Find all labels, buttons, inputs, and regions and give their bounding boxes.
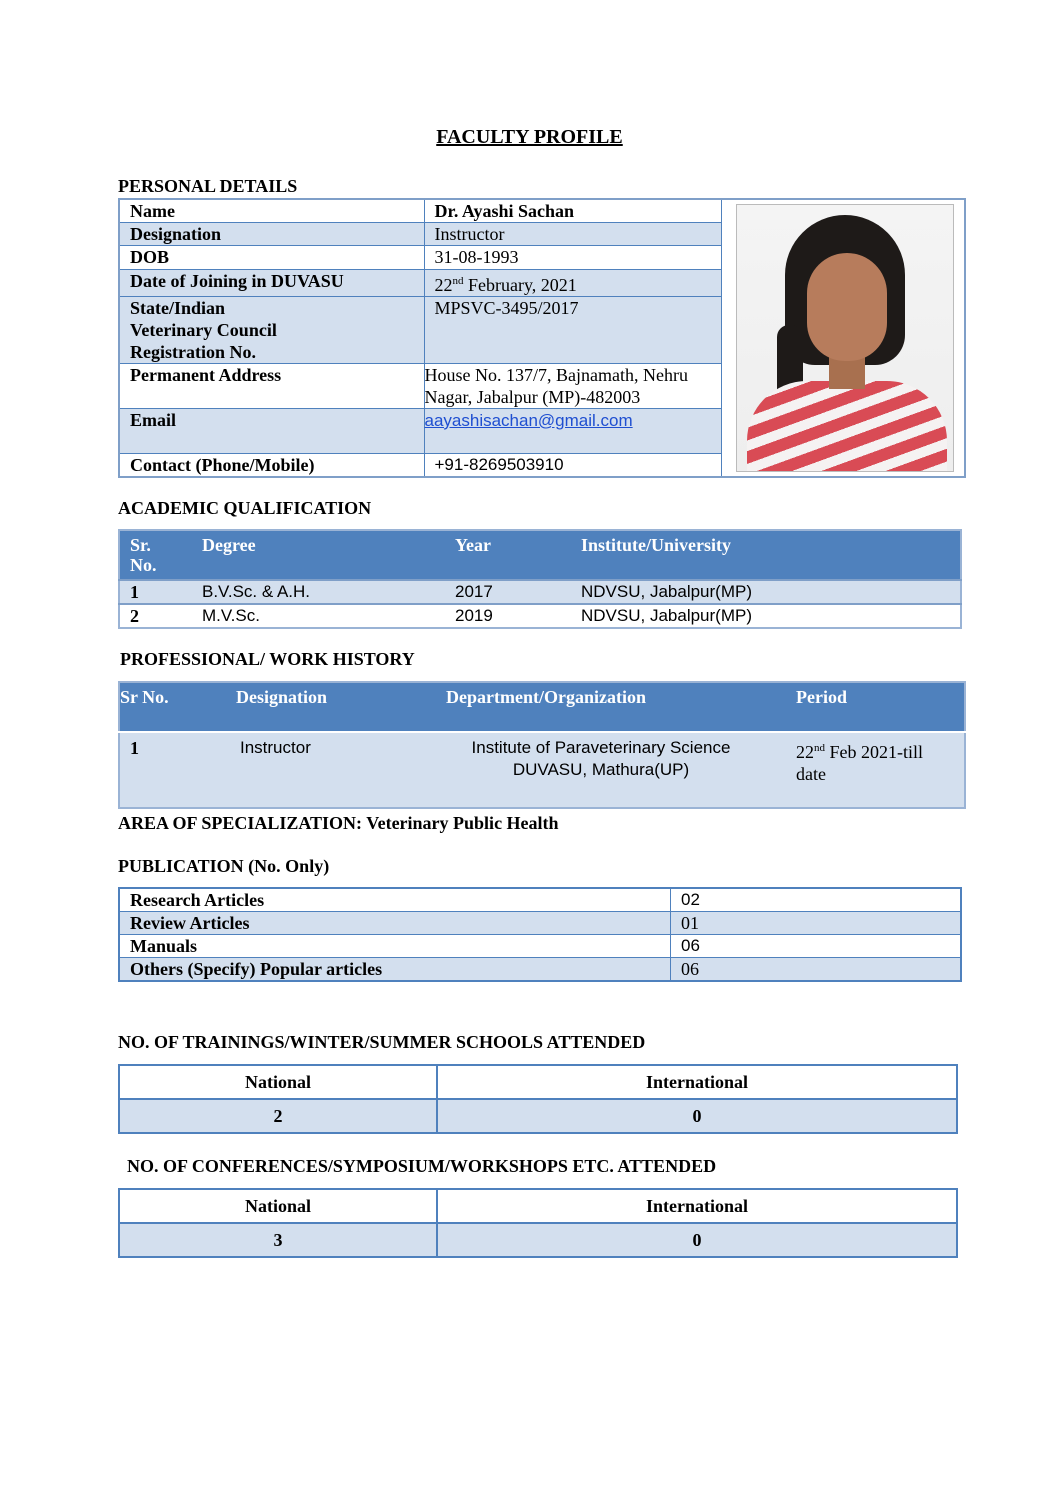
col-organization: Department/Organization — [446, 682, 796, 732]
col-designation: Designation — [236, 682, 446, 732]
table-row: Manuals 06 — [119, 935, 961, 958]
conferences-international-value: 0 — [437, 1223, 957, 1257]
table-row: 2 M.V.Sc. 2019 NDVSU, Jabalpur(MP) — [119, 604, 961, 628]
conferences-table — [118, 1188, 958, 1258]
contact-value: +91-8269503910 — [424, 453, 722, 477]
personal-details-table — [118, 198, 966, 478]
academic-table — [118, 529, 962, 629]
address-label: Permanent Address — [119, 363, 424, 408]
designation-label: Designation — [119, 223, 424, 246]
specialization — [118, 813, 559, 834]
dob-label: DOB — [119, 246, 424, 269]
table-row: Review Articles 01 — [119, 912, 961, 935]
publication-heading: PUBLICATION (No. Only) — [118, 856, 330, 876]
registration-value: MPSVC-3495/2017 — [424, 296, 722, 363]
trainings-heading: NO. OF TRAININGS/WINTER/SUMMER SCHOOLS ATTENDED — [118, 1032, 646, 1052]
email-link[interactable]: aayashisachan@gmail.com — [424, 410, 633, 430]
conferences-national-label: National — [119, 1189, 437, 1223]
col-institute: Institute/University — [571, 530, 961, 580]
joining-value: 22nd February, 2021 — [424, 269, 722, 296]
trainings-national-label: National — [119, 1065, 437, 1099]
page-title: FACULTY PROFILE — [436, 126, 623, 148]
trainings-national-value: 2 — [119, 1099, 437, 1133]
specialization-value: Veterinary Public Health — [366, 813, 559, 833]
personal-details-heading: PERSONAL DETAILS — [118, 176, 298, 196]
academic-heading: ACADEMIC QUALIFICATION — [118, 498, 372, 518]
publication-table — [118, 887, 962, 982]
name-label: Name — [119, 199, 424, 223]
registration-label: State/Indian Veterinary Council Registration No. — [119, 296, 424, 363]
col-sr-no: Sr No. — [119, 682, 236, 732]
col-year: Year — [445, 530, 571, 580]
contact-label: Contact (Phone/Mobile) — [119, 453, 424, 477]
col-period: Period — [796, 682, 965, 732]
table-row: 1 Instructor Institute of Paraveterinary Science DUVASU, Mathura(UP) 22nd Feb 2021-till date — [119, 732, 965, 808]
conferences-international-label: International — [437, 1189, 957, 1223]
email-cell — [424, 408, 722, 453]
work-history-table — [118, 681, 966, 809]
table-row: Others (Specify) Popular articles 06 — [119, 958, 961, 982]
name-value: Dr. Ayashi Sachan — [424, 199, 722, 223]
trainings-international-value: 0 — [437, 1099, 957, 1133]
col-degree: Degree — [192, 530, 445, 580]
trainings-table — [118, 1064, 958, 1134]
trainings-international-label: International — [437, 1065, 957, 1099]
joining-label: Date of Joining in DUVASU — [119, 269, 424, 296]
designation-value: Instructor — [424, 223, 722, 246]
profile-photo — [736, 204, 954, 472]
work-history-heading: PROFESSIONAL/ WORK HISTORY — [120, 649, 415, 669]
table-row: Research Articles 02 — [119, 888, 961, 912]
email-label: Email — [119, 408, 424, 453]
col-sr: Sr. No. — [119, 530, 192, 580]
specialization-label: AREA OF SPECIALIZATION: — [118, 813, 363, 833]
conferences-national-value: 3 — [119, 1223, 437, 1257]
dob-value: 31-08-1993 — [424, 246, 722, 269]
address-value: House No. 137/7, Bajnamath, Nehru Nagar, Jabalpur (MP)-482003 — [424, 363, 722, 408]
conferences-heading: NO. OF CONFERENCES/SYMPOSIUM/WORKSHOPS ETC. ATTENDED — [127, 1156, 717, 1176]
photo-cell — [722, 199, 965, 477]
table-row: 1 B.V.Sc. & A.H. 2017 NDVSU, Jabalpur(MP) — [119, 580, 961, 604]
